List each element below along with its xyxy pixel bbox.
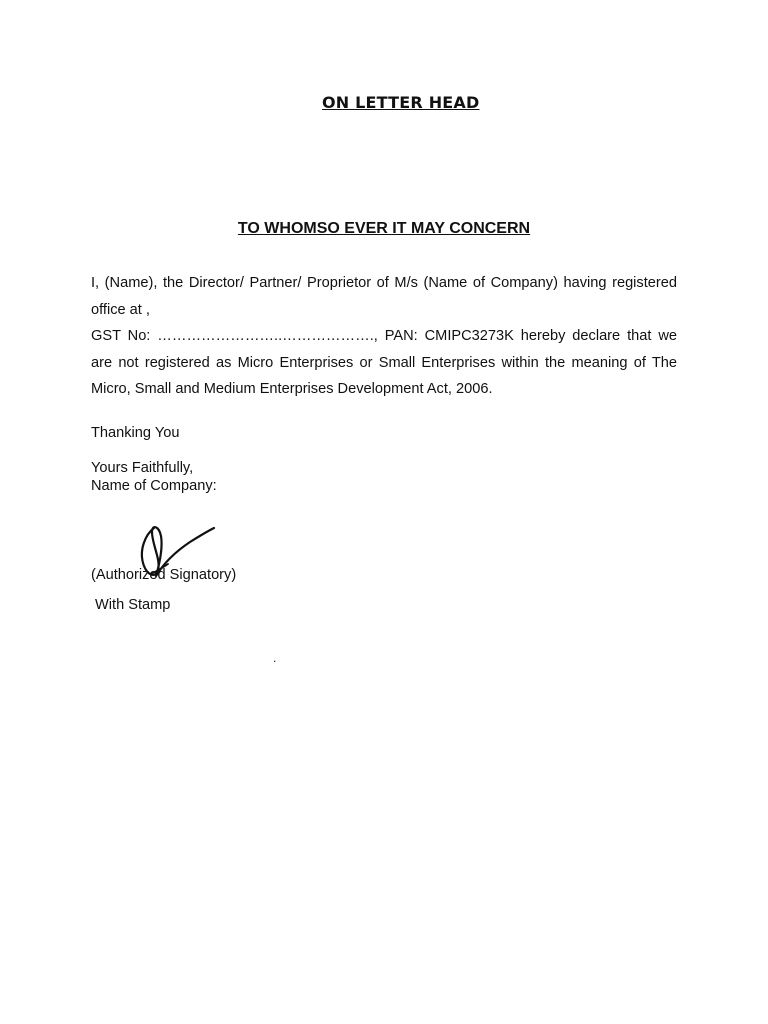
with-stamp-line: With Stamp (95, 597, 171, 613)
company-name-line: Name of Company: (91, 478, 217, 494)
declaration-paragraph-1: I, (Name), the Director/ Partner/ Proprietor of M/s (Name of Company) having registered office at , (91, 275, 677, 318)
letter-heading: TO WHOMSO EVER IT MAY CONCERN (237, 220, 531, 237)
closing-line: Yours Faithfully, (91, 460, 194, 476)
authorized-signatory-line: (Authorized Signatory) (91, 567, 237, 583)
declaration-paragraph-2: GST No: ……………………..………………., PAN: CMIPC3273K hereby declare that we are not registered as Micro Enterprises or Small Enterprises within the meaning of The Micro, Small and Medium Enterprises Development Act, 2006. (91, 328, 677, 398)
trailing-dot: . (273, 651, 277, 665)
declaration-body (91, 270, 677, 403)
letterhead-title: ON LETTER HEAD (322, 93, 480, 112)
thanking-line: Thanking You (91, 425, 180, 441)
